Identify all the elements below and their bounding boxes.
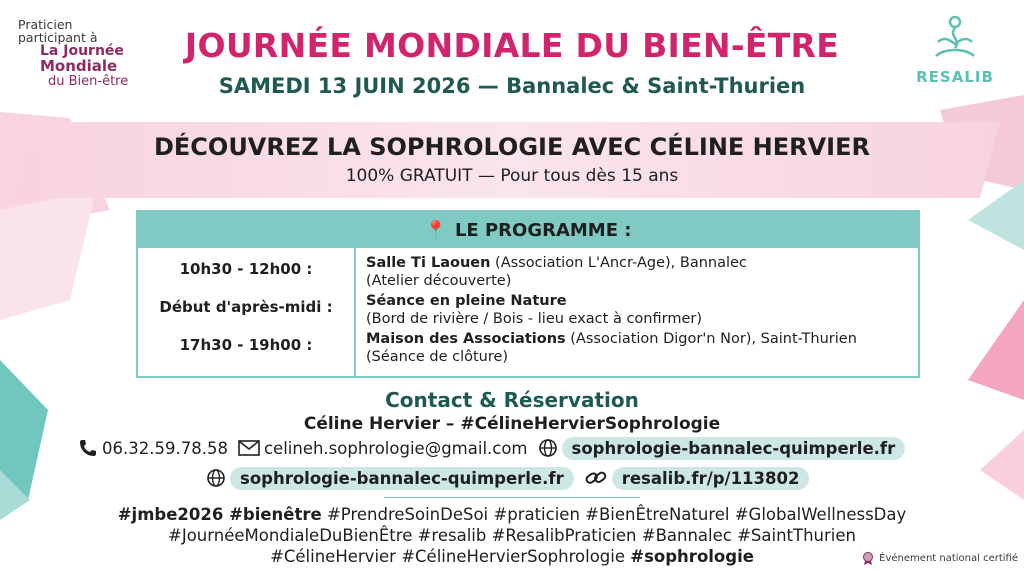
slot-place: [366, 330, 918, 368]
hashtags-bold: #jmbe2026 #bienêtre: [117, 505, 322, 524]
free-tagline: 100% GRATUIT — Pour tous dès 15 ans: [345, 166, 679, 186]
programme-table: [136, 210, 920, 378]
pin-icon: 📍: [424, 219, 447, 241]
resalib-profile-link[interactable]: resalib.fr/p/113802: [612, 467, 810, 490]
globe-icon: [538, 438, 558, 458]
slot-note: (Séance de clôture): [366, 349, 509, 365]
programme-times-column: [138, 248, 356, 376]
slot-note: (Bord de rivière / Bois - lieu exact à confirmer): [366, 311, 702, 327]
slot-time: 17h30 - 19h00 :: [179, 336, 313, 354]
phone-icon: [78, 438, 98, 458]
hashtags-bold: #sophrologie: [630, 547, 754, 566]
slot-time: Début d'après-midi :: [159, 298, 333, 316]
certified-text: Événement national certifié: [879, 552, 1018, 564]
contact-row-1: [78, 434, 958, 462]
hashtags-line-2: #JournéeMondialeDuBienÊtre #resalib #ResalibPraticien #Bannalec #SaintThurien: [168, 526, 856, 545]
contact-name: Céline Hervier – #CélineHervierSophrologie: [303, 414, 721, 434]
contact-row-2: [206, 464, 826, 492]
slot-place-name: Séance en pleine Nature: [366, 293, 567, 309]
logo-line-journee: La Journée: [40, 43, 124, 60]
page-title: JOURNÉE MONDIALE DU BIEN-ÊTRE: [184, 26, 840, 65]
slot-place-detail: (Association Digor'n Nor), Saint-Thurien: [565, 331, 857, 347]
slot-place: [366, 292, 918, 330]
programme-places-column: [356, 248, 918, 376]
logo-line-praticien: Praticien: [18, 17, 73, 32]
slot-time: 10h30 - 12h00 :: [179, 260, 313, 278]
hashtags-text: #CélineHervier #CélineHervierSophrologie: [270, 547, 631, 566]
slot-place: [366, 254, 918, 292]
hashtags-line-1: [0, 504, 1024, 525]
divider: [384, 497, 640, 498]
resalib-logo: [912, 14, 998, 86]
contact-title: Contact & Réservation: [385, 388, 639, 412]
programme-heading: LE PROGRAMME :: [454, 219, 632, 241]
slot-place-detail: (Association L'Ancr-Age), Bannalec: [490, 255, 747, 271]
website-link-2[interactable]: sophrologie-bannalec-quimperle.fr: [230, 467, 574, 490]
slot-place-name: Maison des Associations: [366, 331, 566, 347]
programme-header: [138, 212, 918, 248]
link-icon: [584, 468, 608, 488]
certified-badge: [861, 551, 1018, 565]
meditation-figure-icon: [930, 14, 980, 64]
discover-headline: DÉCOUVREZ LA SOPHROLOGIE AVEC CÉLINE HERVIER: [153, 133, 870, 161]
slot-place-name: Salle Ti Laouen: [366, 255, 491, 271]
globe-icon: [206, 468, 226, 488]
phone-link[interactable]: 06.32.59.78.58: [102, 438, 228, 458]
email-icon: [238, 440, 260, 456]
resalib-wordmark: RESALIB: [916, 68, 994, 86]
hashtags-text: #PrendreSoinDeSoi #praticien #BienÊtreNaturel #GlobalWellnessDay: [321, 505, 907, 524]
event-date-location: SAMEDI 13 JUIN 2026 — Bannalec & Saint-Thurien: [218, 74, 806, 98]
logo-line-bien-etre: du Bien-être: [48, 73, 129, 89]
email-link[interactable]: celineh.sophrologie@gmail.com: [263, 438, 528, 458]
award-icon: [861, 551, 875, 565]
logo-line-participant: participant à: [18, 30, 98, 46]
website-link-1[interactable]: sophrologie-bannalec-quimperle.fr: [562, 437, 906, 460]
slot-note: (Atelier découverte): [366, 273, 512, 289]
logo-line-mondiale: Mondiale: [40, 56, 118, 75]
